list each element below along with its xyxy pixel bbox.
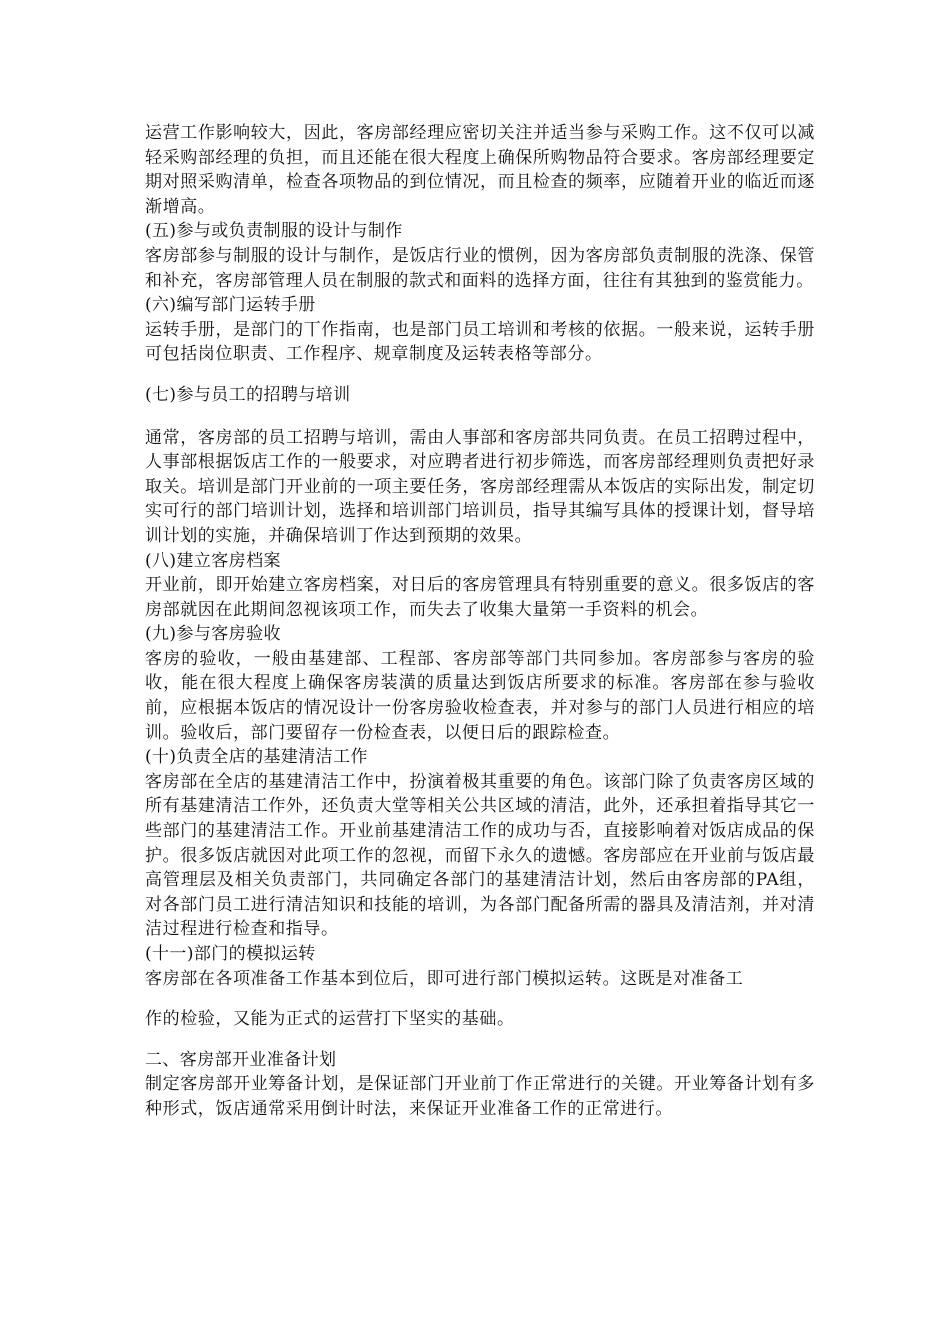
paragraph-operations-manual: 运转手册，是部门的丅作指南，也是部门员工培训和考核的依据。一般来说，运转手册可包括岗位职责、工作程序、规章制度及运转表格等部分。 bbox=[145, 319, 815, 365]
heading-section-7: (七)参与员工的招聘与培训 bbox=[145, 384, 351, 405]
heading-section-6: (六)编写部门运转手册 bbox=[145, 295, 316, 316]
paragraph-room-inspection: 客房的验收，一般由基建部、工程部、客房部等部门共同参加。客房部参与客房的验收，能在很大程度上确保客房装潢的质量达到饭店所要求的标准。客房部在参与验收前，应根据本饭店的情况设计一份客房验收检查表，并对参与的部门人员进行相应的培训。验收后，部门要留存一份检查表，以便日后的跟踪检查。 bbox=[145, 648, 815, 743]
paragraph-room-records: 开业前，即开始建立客房档案，对日后的客房管理具有特别重要的意义。很多饭店的客房部就因在此期间忽视该项工作，而失去了收集大量第一手资料的机会。 bbox=[145, 575, 815, 620]
heading-section-5: (五)参与或负责制服的设计与制作 bbox=[145, 221, 403, 242]
paragraph-uniforms: 客房部参与制服的设计与制作，是饭店行业的惯例，因为客房部负责制服的洗涤、保管和补充，客房部管理人员在制服的款式和面料的选择方面，往往有其独到的鉴赏能力。 bbox=[145, 245, 815, 291]
heading-section-10: (十)负责全店的基建清洁工作 bbox=[145, 747, 368, 768]
paragraph-procurement: 运营工作影响较大，因此，客房部经理应密切关注并适当参与采购工作。这不仅可以减轻采购部经理的负担，而且还能在很大程度上确保所购物品符合要求。客房部经理要定期对照采购清单，检查各项物品的到位情况，而且检查的频率，应随着开业的临近而逐渐增高。 bbox=[145, 123, 815, 217]
paragraph-construction-cleaning: 客房部在全店的基建清洁工作中，扮演着极其重要的角色。该部门除了负责客房区域的所有基建清洁工作外，还负责大堂等相关公共区域的清洁，此外，还承担着指导其它一些部门的基建清洁工作。开业前基建清洁工作的成功与否，直接影响着对饭店成品的保护。很多饭店就因对此项工作的忽视，而留下永久的遗憾。客房部应在开业前与饭店最高管理层及相关负责部门，共同确定各部门的基建清洁计划，然后由客房部的PA组，对各部门员工进行清洁知识和技能的培训，为各部门配备所需的器具及清洁剂，并对清洁过程进行检查和指导。 bbox=[145, 771, 815, 940]
paragraph-simulated-operation-line-2: 作的检验，又能为正式的运营打下坚实的基础。 bbox=[145, 1009, 515, 1030]
paragraph-recruitment-training: 通常，客房部的员工招聘与培训，需由人事部和客房部共同负责。在员工招聘过程中，人事部根据饭店工作的一般要求，对应聘者进行初步筛选，而客房部经理则负责把好录取关。培训是部门开业前的一项主要任务，客房部经理需从本饭店的实际出发，制定切实可行的部门培训计划，选择和培训部门培训员，指导其编写具体的授课计划，督导培训计划的实施，并确保培训丁作达到预期的效果。 bbox=[145, 427, 815, 546]
paragraph-simulated-operation-line-1: 客房部在各项准备工作基本到位后，即可进行部门模拟运转。这既是对准备工 bbox=[145, 968, 744, 989]
document-page bbox=[145, 121, 815, 1122]
heading-section-11: (十一)部门的模拟运转 bbox=[145, 944, 316, 964]
heading-section-8: (八)建立客房档案 bbox=[145, 550, 281, 571]
heading-part-2: 二、客房部开业准备计划 bbox=[145, 1049, 337, 1070]
heading-section-9: (九)参与客房验收 bbox=[145, 624, 281, 645]
paragraph-opening-plan: 制定客房部开业筹备计划，是保证部门开业前丁作正常进行的关键。开业筹备计划有多种形式，饭店通常采用倒计时法，来保证开业准备工作的正常进行。 bbox=[145, 1074, 815, 1119]
